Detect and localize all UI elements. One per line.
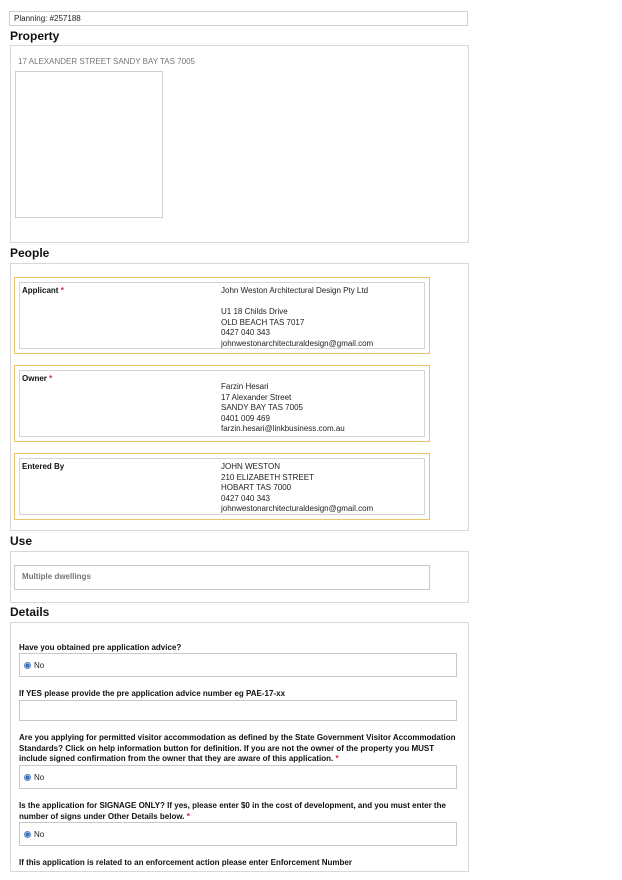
pre-application-radio-no[interactable]	[24, 662, 31, 669]
planning-reference: Planning: #257188	[9, 11, 468, 26]
details-panel	[10, 622, 469, 872]
visitor-accommodation-radio-label: No	[34, 773, 45, 782]
use-value: Multiple dwellings	[22, 572, 91, 581]
pre-application-answer-box	[19, 653, 457, 677]
entered-by-label: Entered By	[22, 462, 65, 471]
property-map[interactable]	[15, 71, 163, 218]
applicant-details: John Weston Architectural Design Pty Ltd U1 18 Childs Drive OLD BEACH TAS 7017 0427 040 343 johnwestonarchitecturaldesign@gmail.com	[221, 286, 374, 348]
visitor-accommodation-radio-no[interactable]	[24, 774, 31, 781]
applicant-card	[14, 277, 430, 354]
use-panel	[10, 551, 469, 603]
signage-only-radio-no[interactable]	[24, 831, 31, 838]
enforcement-question: If this application is related to an enforcement action please enter Enforcement Number	[19, 858, 352, 867]
owner-card	[14, 365, 430, 442]
applicant-label: Applicant *	[22, 286, 64, 295]
owner-label: Owner *	[22, 374, 53, 383]
owner-details: Farzin Hesari 17 Alexander Street SANDY BAY TAS 7005 0401 009 469 farzin.hesari@linkbusiness.com.au	[221, 382, 345, 433]
property-panel	[10, 45, 469, 243]
use-field[interactable]	[14, 565, 430, 590]
entered-by-details: JOHN WESTON 210 ELIZABETH STREET HOBART TAS 7000 0427 040 343 johnwestonarchitecturaldesign@gmail.com	[221, 462, 374, 513]
use-heading: Use	[10, 534, 33, 548]
pre-application-number-question: If YES please provide the pre application advice number eg PAE-17-xx	[19, 689, 286, 698]
visitor-accommodation-answer-box	[19, 765, 457, 789]
details-heading: Details	[10, 605, 50, 619]
pre-application-radio-label: No	[34, 661, 45, 670]
signage-only-question: Is the application for SIGNAGE ONLY? If yes, please enter $0 in the cost of development, and you must enter the number of signs under Other Details below. *	[19, 801, 446, 821]
property-heading: Property	[10, 29, 60, 43]
signage-only-answer-box	[19, 822, 457, 846]
people-heading: People	[10, 246, 50, 260]
pre-application-question: Have you obtained pre application advice?	[19, 643, 182, 652]
entered-by-card	[14, 453, 430, 520]
pre-application-number-input[interactable]	[19, 700, 457, 721]
people-panel	[10, 263, 469, 531]
property-address: 17 ALEXANDER STREET SANDY BAY TAS 7005	[18, 57, 195, 66]
signage-only-radio-label: No	[34, 830, 45, 839]
visitor-accommodation-question: Are you applying for permitted visitor accommodation as defined by the State Government Visitor Accommodation Standards? Click on help information button for definition. If you are not the owner of the property you MUST include signed confirmation from the owner that they are aware of this application. *	[19, 733, 456, 763]
